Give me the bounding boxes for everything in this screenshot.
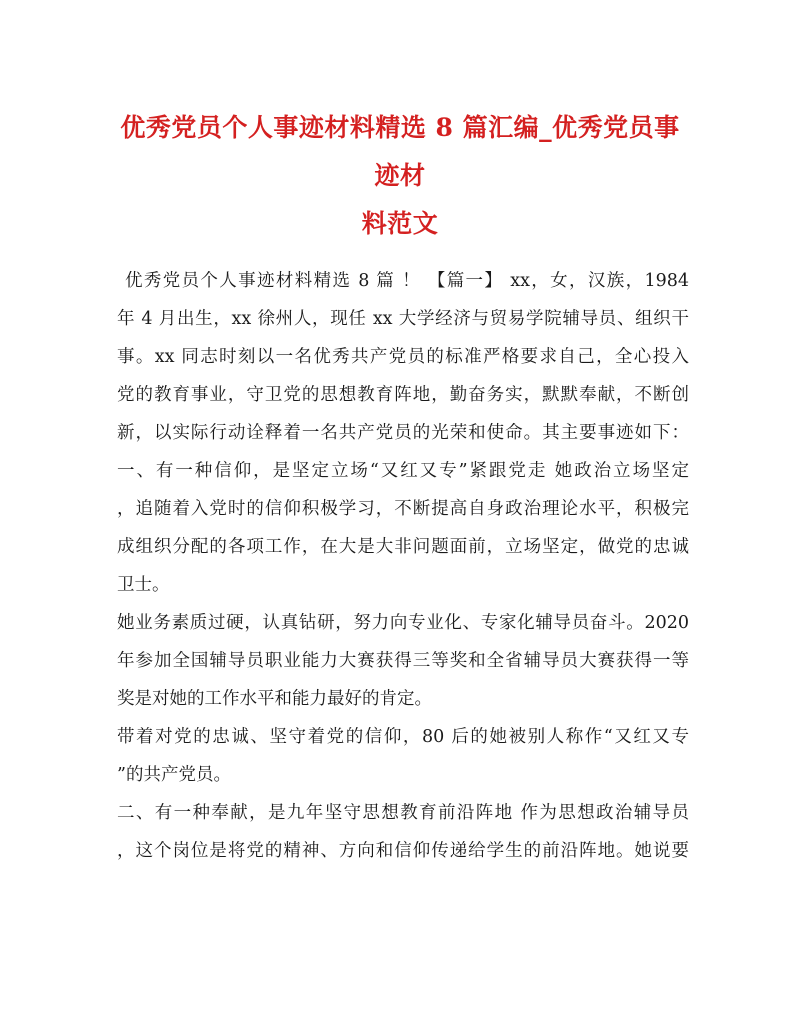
document-body xyxy=(117,262,689,870)
body-line: 带着对党的忠诚、坚守着党的信仰，80 后的她被别人称作“又红又专 xyxy=(117,727,689,747)
body-line: 她业务素质过硬，认真钻研，努力向专业化、专家化辅导员奋斗。2020 xyxy=(117,613,689,633)
body-line: 年参加全国辅导员职业能力大赛获得三等奖和全省辅导员大赛获得一等 xyxy=(117,651,689,671)
body-line: 卫士。 xyxy=(117,575,170,595)
body-line: ，这个岗位是将党的精神、方向和信仰传递给学生的前沿阵地。她说要 xyxy=(117,841,689,861)
body-line: ”的共产党员。 xyxy=(117,765,231,785)
body-line: ，追随着入党时的信仰积极学习，不断提高自身政治理论水平，积极完 xyxy=(117,499,689,519)
body-line: 二、有一种奉献，是九年坚守思想教育前沿阵地 作为思想政治辅导员 xyxy=(117,803,689,823)
document-title xyxy=(110,104,690,248)
body-line: 奖是对她的工作水平和能力最好的肯定。 xyxy=(117,689,432,709)
body-line: 党的教育事业，守卫党的思想教育阵地，勤奋务实，默默奉献，不断创 xyxy=(117,385,689,405)
body-line: 事。xx 同志时刻以一名优秀共产党员的标准严格要求自己，全心投入 xyxy=(117,347,689,367)
body-line: 新，以实际行动诠释着一名共产党员的光荣和使命。其主要事迹如下： xyxy=(117,423,689,443)
body-line: 一、有一种信仰，是坚定立场“又红又专”紧跟党走 她政治立场坚定 xyxy=(117,461,689,481)
title-line-1: 优秀党员个人事迹材料精选 8 篇汇编_优秀党员事迹材 xyxy=(120,113,680,190)
body-line: 年 4 月出生，xx 徐州人，现任 xx 大学经济与贸易学院辅导员、组织干 xyxy=(117,309,689,329)
body-line: 成组织分配的各项工作，在大是大非问题面前，立场坚定，做党的忠诚 xyxy=(117,537,689,557)
body-line: 优秀党员个人事迹材料精选 8 篇 ！ 【篇一】 xx，女，汉族，1984 xyxy=(125,271,689,291)
title-line-2: 料范文 xyxy=(361,209,439,238)
